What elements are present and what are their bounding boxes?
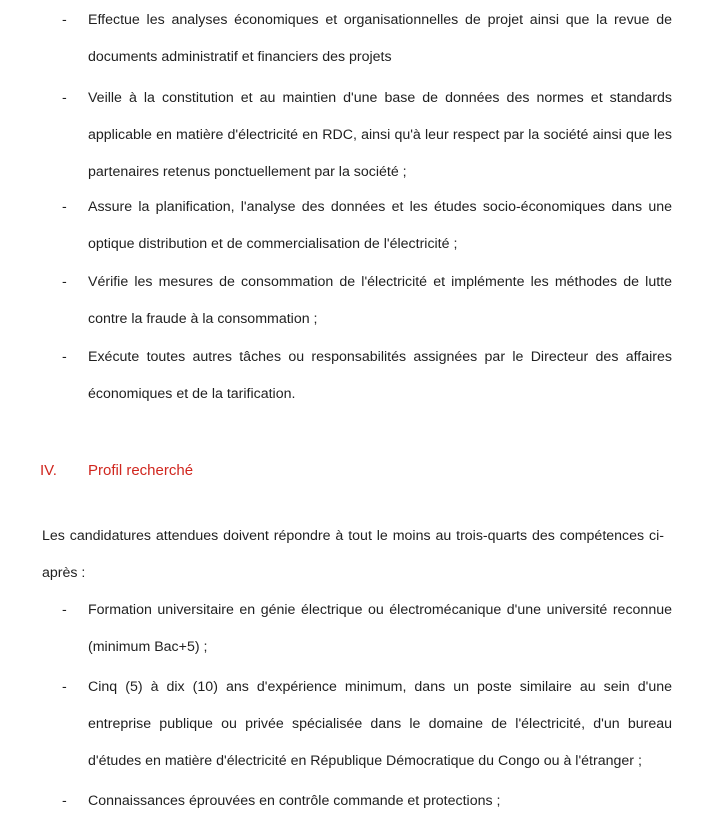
- requirement-item: [62, 783, 672, 820]
- section-title: Profil recherché: [88, 462, 194, 479]
- requirement-text: Cinq (5) à dix (10) ans d'expérience minimum, dans un poste similaire au sein d'une entreprise publique ou privée spécialisée dans le domaine de l'électricité, d'un bureau d'études en matière d'électricité en République Démocratique du Congo ou à l'étranger ;: [88, 679, 672, 769]
- bullet-dash: -: [62, 274, 67, 290]
- bullet-dash: -: [62, 349, 67, 365]
- requirement-item: [62, 592, 672, 666]
- task-text: Effectue les analyses économiques et organisationnelles de projet ainsi que la revue de documents administratif et financiers des projets: [88, 12, 672, 65]
- task-item: [62, 264, 672, 338]
- requirement-text: Formation universitaire en génie électrique ou électromécanique d'une université reconnue (minimum Bac+5) ;: [88, 602, 672, 655]
- task-item: [62, 339, 672, 413]
- task-text: Veille à la constitution et au maintien d'une base de données des normes et standards applicable en matière d'électricité en RDC, ainsi qu'à leur respect par la société ainsi que les partenaires retenus ponctuellement par la société ;: [88, 90, 672, 180]
- intro-paragraph: Les candidatures attendues doivent répondre à tout le moins au trois-quarts des compétences ci-après :: [42, 528, 664, 581]
- section-heading: [40, 456, 193, 486]
- bullet-dash: -: [62, 12, 67, 28]
- task-item: [62, 2, 672, 76]
- bullet-dash: -: [62, 793, 67, 809]
- requirement-item: [62, 669, 672, 780]
- task-text: Assure la planification, l'analyse des données et les études socio-économiques dans une optique distribution et de commercialisation de l'électricité ;: [88, 199, 672, 252]
- bullet-dash: -: [62, 679, 67, 695]
- bullet-dash: -: [62, 199, 67, 215]
- bullet-dash: -: [62, 90, 67, 106]
- requirement-text: Connaissances éprouvées en contrôle commande et protections ;: [88, 793, 501, 809]
- section-number: IV.: [40, 462, 57, 479]
- bullet-dash: -: [62, 602, 67, 618]
- task-item: [62, 189, 672, 263]
- task-text: Vérifie les mesures de consommation de l'électricité et implémente les méthodes de lutte contre la fraude à la consommation ;: [88, 274, 672, 327]
- task-item: [62, 80, 672, 191]
- task-text: Exécute toutes autres tâches ou responsabilités assignées par le Directeur des affaires économiques et de la tarification.: [88, 349, 672, 402]
